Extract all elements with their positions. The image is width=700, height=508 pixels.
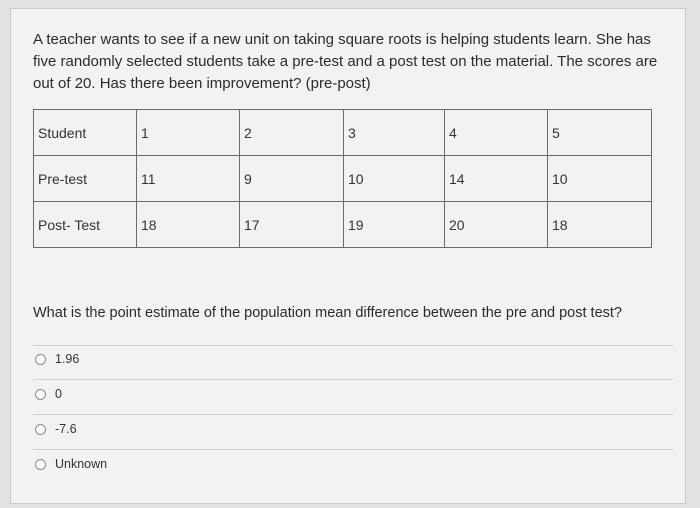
question-text: A teacher wants to see if a new unit on taking square roots is helping students learn. She has five randomly selected students take a pre-test and a post test on the material. The scores are out of 20. Has there been improvement? (pre-post) xyxy=(33,31,658,92)
row-header: Student xyxy=(34,110,137,156)
answer-option-3[interactable] xyxy=(35,422,77,436)
table-row xyxy=(34,110,652,156)
table-cell: 4 xyxy=(445,110,548,156)
table-cell: 10 xyxy=(548,156,652,202)
radio-button[interactable] xyxy=(35,424,46,435)
divider xyxy=(33,345,673,346)
option-label: 0 xyxy=(55,387,62,401)
row-header: Post- Test xyxy=(34,202,137,248)
table-cell: 20 xyxy=(445,202,548,248)
answer-option-2[interactable] xyxy=(35,387,62,401)
score-table xyxy=(33,109,652,248)
table-cell: 5 xyxy=(548,110,652,156)
option-label: Unknown xyxy=(55,457,108,471)
table-cell: 11 xyxy=(137,156,240,202)
table-cell: 17 xyxy=(240,202,344,248)
radio-button[interactable] xyxy=(35,389,46,400)
table-cell: 18 xyxy=(137,202,240,248)
divider xyxy=(33,414,673,415)
row-header: Pre-test xyxy=(34,156,137,202)
radio-button[interactable] xyxy=(35,354,46,365)
option-label: -7.6 xyxy=(55,422,77,436)
table-cell: 19 xyxy=(344,202,445,248)
table-row xyxy=(34,202,652,248)
divider xyxy=(33,379,673,380)
table-cell: 18 xyxy=(548,202,652,248)
table-cell: 1 xyxy=(137,110,240,156)
table-cell: 10 xyxy=(344,156,445,202)
table-row xyxy=(34,156,652,202)
sub-question-text: What is the point estimate of the population mean difference between the pre and post test? xyxy=(33,305,622,321)
table-cell: 3 xyxy=(344,110,445,156)
answer-option-1[interactable] xyxy=(35,352,79,366)
table-cell: 14 xyxy=(445,156,548,202)
question-page xyxy=(10,8,686,504)
divider xyxy=(33,449,673,450)
table-cell: 9 xyxy=(240,156,344,202)
answer-option-4[interactable] xyxy=(35,457,107,471)
table-cell: 2 xyxy=(240,110,344,156)
option-label: 1.96 xyxy=(55,352,80,366)
radio-button[interactable] xyxy=(35,459,46,470)
